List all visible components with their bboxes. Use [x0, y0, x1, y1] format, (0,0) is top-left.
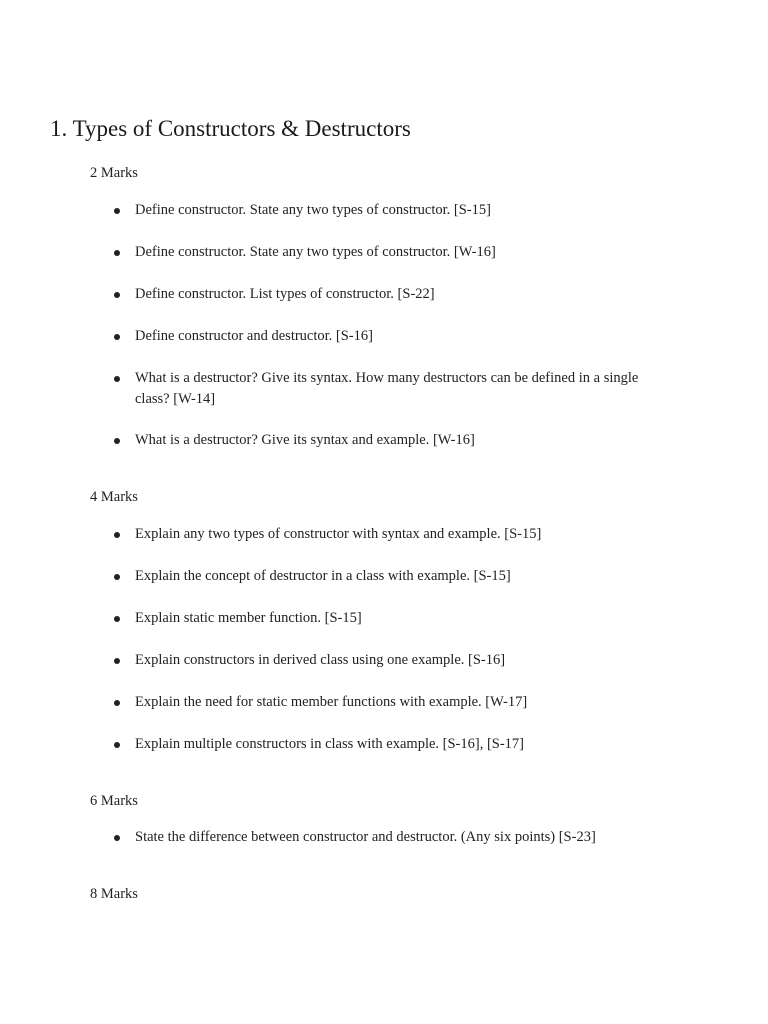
question-text: Define constructor. State any two types of constructor. [W-16] [135, 244, 496, 260]
bullet-icon [114, 292, 120, 298]
bullet-icon [114, 334, 120, 340]
bullet-icon [114, 658, 120, 664]
question-text: What is a destructor? Give its syntax. How many destructors can be defined in a single class? [W-14] [135, 370, 639, 407]
bullet-icon [114, 835, 120, 841]
question-text: Explain the concept of destructor in a class with example. [S-15] [135, 568, 511, 584]
question-text: State the difference between constructor and destructor. (Any six points) [S-23] [135, 829, 596, 845]
section-heading-8-marks: 8 Marks [90, 886, 138, 902]
question-text: Define constructor. List types of constructor. [S-22] [135, 286, 435, 302]
section-heading-4-marks: 4 Marks [90, 489, 138, 505]
bullet-icon [114, 742, 120, 748]
question-text: Explain static member function. [S-15] [135, 610, 362, 626]
question-text: Explain the need for static member functions with example. [W-17] [135, 694, 528, 710]
section-heading-2-marks: 2 Marks [90, 165, 138, 181]
question-text: Define constructor and destructor. [S-16] [135, 328, 373, 344]
question-text: Explain constructors in derived class using one example. [S-16] [135, 652, 506, 668]
bullet-icon [114, 616, 120, 622]
section-heading-6-marks: 6 Marks [90, 793, 138, 809]
bullet-icon [114, 438, 120, 444]
bullet-icon [114, 376, 120, 382]
bullet-icon [114, 574, 120, 580]
question-text: Explain multiple constructors in class with example. [S-16], [S-17] [135, 736, 525, 752]
question-text: What is a destructor? Give its syntax and example. [W-16] [135, 432, 475, 448]
bullet-icon [114, 250, 120, 256]
bullet-icon [114, 208, 120, 214]
document-title: 1. Types of Constructors & Destructors [50, 116, 411, 141]
bullet-icon [114, 532, 120, 538]
bullet-icon [114, 700, 120, 706]
question-text: Explain any two types of constructor with syntax and example. [S-15] [135, 526, 542, 542]
question-text: Define constructor. State any two types of constructor. [S-15] [135, 202, 491, 218]
